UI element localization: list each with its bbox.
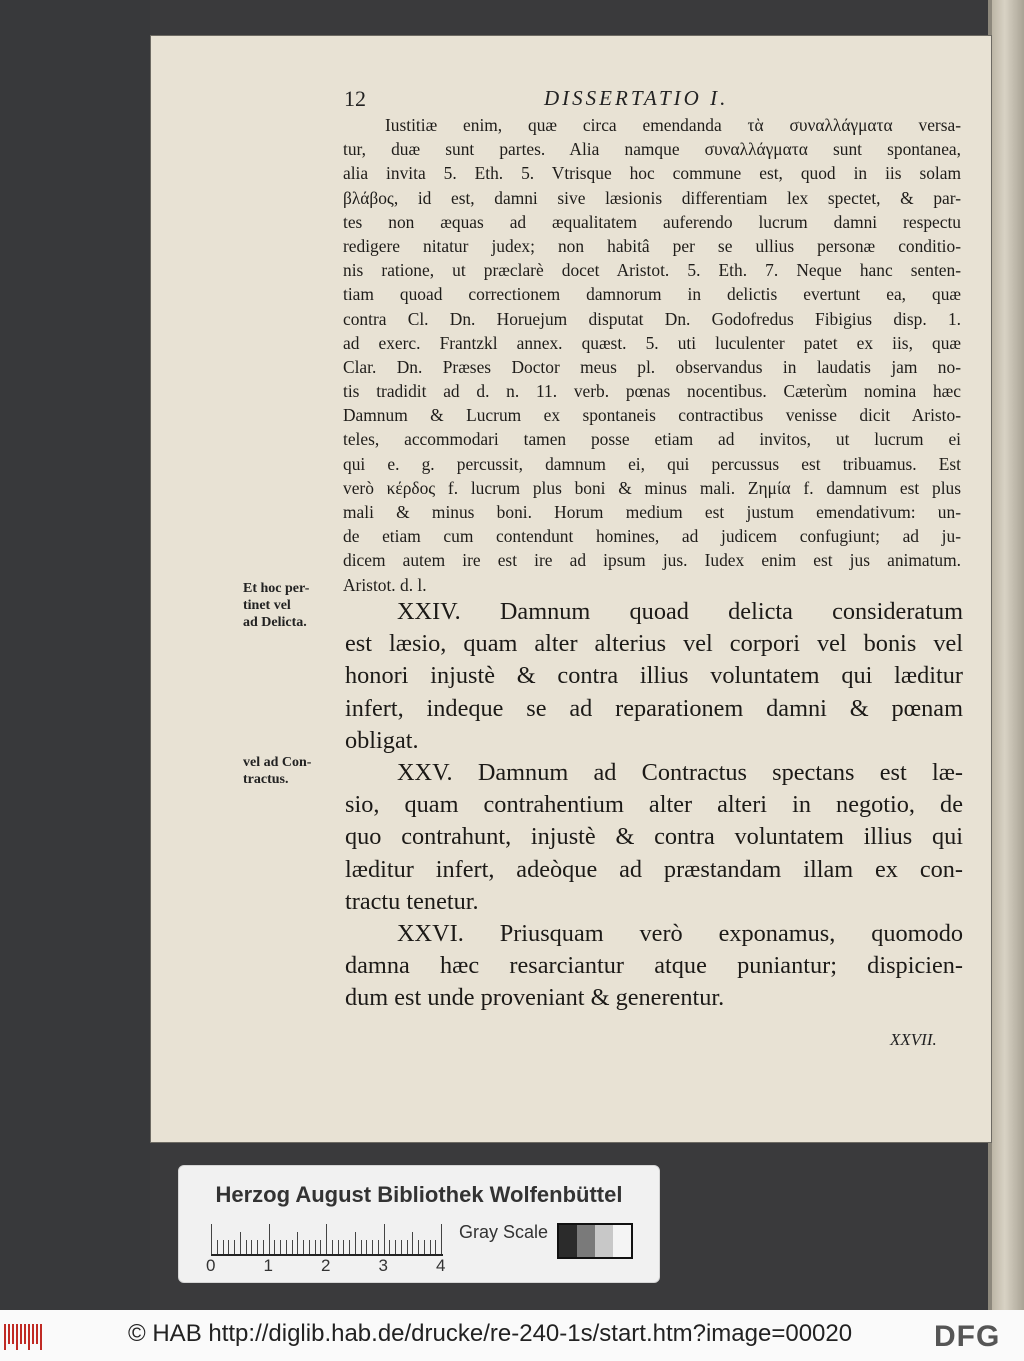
text-line: infert, indeque se ad reparationem damni & pœnam <box>345 694 963 722</box>
ruler-tick <box>355 1232 356 1254</box>
ruler-tick <box>274 1240 275 1254</box>
text-line: tractu tenetur. <box>345 887 479 915</box>
text-line: ad exerc. Frantzkl annex. quæst. 5. uti luculenter patet ex iis, quæ <box>343 332 961 353</box>
adjacent-page-edge <box>992 0 1024 1310</box>
ruler-tick <box>418 1240 419 1254</box>
ruler-tick <box>303 1240 304 1254</box>
barcode-stripe <box>8 1324 10 1344</box>
ruler-tick <box>441 1224 442 1254</box>
ruler-tick <box>424 1240 425 1254</box>
text-line: qui e. g. percussit, damnum ei, qui percussus est tribuamus. Est <box>343 453 961 474</box>
ruler-tick <box>320 1240 321 1254</box>
text-line: tis tradidit ad d. n. 11. verb. pœnas nocentibus. Cæterùm nomina hæc <box>343 381 961 402</box>
text-line: tes non æquas ad æqualitatem auferendo lucrum damni respectu <box>343 211 961 232</box>
ruler-tick <box>412 1232 413 1254</box>
ruler-number: 0 <box>206 1256 216 1275</box>
ruler-tick <box>407 1240 408 1254</box>
text-line: honori injustè & contra illius voluntatem qui læditur <box>345 662 963 690</box>
text-line: læditur infert, adeòque ad præstandam illam ex con- <box>345 855 963 883</box>
library-name: Herzog August Bibliothek Wolfenbüttel <box>215 1182 623 1207</box>
gray-swatch <box>613 1225 631 1257</box>
running-title: DISSERTATIO I. <box>544 86 729 110</box>
margin-note-line: Et hoc per- <box>243 581 310 596</box>
text-line: verò κέρδος f. lucrum plus boni & minus mali. Ζημία f. damnum est plus <box>343 477 961 498</box>
gray-swatch <box>577 1225 595 1257</box>
catchword: XXVII. <box>890 1030 937 1049</box>
gray-swatch <box>595 1225 613 1257</box>
ruler-tick <box>217 1240 218 1254</box>
barcode-stripe <box>20 1324 22 1344</box>
text-line: alia invita 5. Eth. 5. Vtrisque hoc commune est, quod in iis solam <box>343 163 961 184</box>
ruler-tick <box>435 1240 436 1254</box>
gray-scale-label: Gray Scale <box>459 1222 549 1242</box>
gray-swatch <box>559 1225 577 1257</box>
barcode-stripe <box>40 1324 42 1350</box>
margin-note-line: ad Delicta. <box>243 615 307 630</box>
gray-scale-bar <box>557 1223 633 1259</box>
ruler-tick <box>234 1240 235 1254</box>
barcode-stripe <box>24 1324 26 1344</box>
barcode-icon <box>4 1324 42 1350</box>
text-line: Iustitiæ enim, quæ circa emendanda τὰ συναλλάγματα versa- <box>385 115 961 135</box>
text-line: Clar. Dn. Præses Doctor meus pl. observandus in laudatis jam no- <box>343 356 961 377</box>
ruler-tick <box>430 1240 431 1254</box>
ruler-tick <box>361 1240 362 1254</box>
paragraph-small <box>343 113 961 597</box>
margin-note-line: vel ad Con- <box>243 755 312 770</box>
text-line: est læsio, quam alter alterius vel corpori vel bonis vel <box>345 630 963 658</box>
ruler-number: 4 <box>436 1256 446 1275</box>
text-line: contra Cl. Dn. Horuejum disputat Dn. Godofredus Fibigius disp. 1. <box>343 308 961 329</box>
paragraph-large <box>345 596 963 1014</box>
ruler-tick <box>257 1240 258 1254</box>
text-line: tur, duæ sunt partes. Alia namque συναλλάγματα sunt spontanea, <box>343 139 961 160</box>
ruler-tick <box>395 1240 396 1254</box>
text-line: XXIV. Damnum quoad delicta consideratum <box>397 598 963 625</box>
text-line: teles, accommodari tamen posse etiam ad invitos, ut lucrum ei <box>343 429 961 450</box>
barcode-stripe <box>12 1324 14 1344</box>
ruler-tick <box>326 1224 327 1254</box>
text-line: redigere nitatur judex; non habitâ per se ullius personæ conditio- <box>343 235 961 256</box>
ruler-tick <box>315 1240 316 1254</box>
text-line: de etiam cum contendunt homines, ad judicem confugiunt; ad ju- <box>343 526 961 547</box>
text-line: damna hæc resarciantur atque puniantur; dispicien- <box>345 952 963 980</box>
ruler-tick <box>366 1240 367 1254</box>
ruler-tick <box>280 1240 281 1254</box>
text-line: tiam quoad correctionem damnorum in delictis evertunt ea, quæ <box>343 284 961 305</box>
text-line: mali & minus boni. Horum medium est justum emendativum: un- <box>343 502 961 522</box>
ruler-number: 2 <box>321 1256 331 1275</box>
ruler-tick <box>211 1224 212 1254</box>
text-line: dum est unde proveniant & generentur. <box>345 984 725 1012</box>
text-line: obligat. <box>345 726 419 754</box>
text-line: Damnum & Lucrum ex spontaneis contractibus venisse dicit Aristo- <box>343 405 961 426</box>
ruler-tick <box>269 1224 270 1254</box>
copyright-url[interactable]: © HAB http://diglib.hab.de/drucke/re-240-1s/start.htm?image=00020 <box>128 1320 853 1347</box>
text-line: XXVI. Priusquam verò exponamus, quomodo <box>397 919 963 947</box>
ruler-tick <box>286 1240 287 1254</box>
margin-note-line: tractus. <box>243 772 289 787</box>
text-line: quo contrahunt, injustè & contra voluntatem illius qui <box>345 823 963 851</box>
ruler-tick <box>297 1232 298 1254</box>
ruler-tick <box>372 1240 373 1254</box>
ruler-tick <box>251 1240 252 1254</box>
dfg-logo: DFG <box>934 1320 1001 1353</box>
ruler-tick <box>223 1240 224 1254</box>
barcode-stripe <box>32 1324 34 1344</box>
text-line: βλάβος, id est, damni sive læsionis differentiam lex spectet, & par- <box>343 187 961 208</box>
page-header <box>344 86 984 114</box>
measurement-ruler <box>211 1218 443 1256</box>
text-line: nis ratione, ut præclarè docet Aristot. 5. Eth. 7. Neque hanc senten- <box>343 260 961 281</box>
ruler-tick <box>292 1240 293 1254</box>
text-line: dicem autem ire est ire ad ipsum jus. Iudex enim est jus animatum. <box>343 550 961 571</box>
ruler-tick <box>389 1240 390 1254</box>
ruler-tick <box>384 1224 385 1254</box>
barcode-stripe <box>4 1324 6 1350</box>
ruler-tick <box>246 1240 247 1254</box>
text-line: sio, quam contrahentium alter alteri in negotio, de <box>345 791 963 819</box>
margin-note-delicta <box>243 580 343 631</box>
ruler-tick <box>240 1232 241 1254</box>
ruler-tick <box>401 1240 402 1254</box>
ruler-tick <box>332 1240 333 1254</box>
ruler-number: 1 <box>263 1256 273 1275</box>
footer-bar <box>0 1310 1024 1361</box>
ruler-number: 3 <box>378 1256 388 1275</box>
margin-note-contractus <box>243 754 343 788</box>
ruler-tick <box>343 1240 344 1254</box>
barcode-stripe <box>36 1324 38 1344</box>
page-number: 12 <box>344 86 366 111</box>
text-line: Aristot. d. l. <box>343 574 427 595</box>
text-line: XXV. Damnum ad Contractus spectans est læ- <box>397 758 963 786</box>
ruler-tick <box>309 1240 310 1254</box>
barcode-stripe <box>16 1324 18 1350</box>
ruler-tick <box>263 1240 264 1254</box>
ruler-tick <box>228 1240 229 1254</box>
barcode-stripe <box>28 1324 30 1350</box>
scan-background-left <box>0 0 150 1310</box>
ruler-tick <box>338 1240 339 1254</box>
ruler-tick <box>378 1240 379 1254</box>
ruler-tick <box>349 1240 350 1254</box>
margin-note-line: tinet vel <box>243 598 291 613</box>
scale-card <box>178 1165 660 1283</box>
